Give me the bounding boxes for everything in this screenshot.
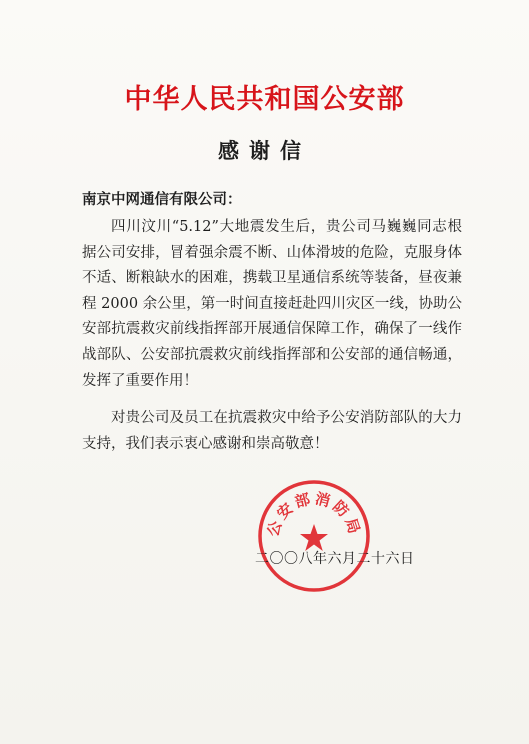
body-paragraph-1: 四川汶川“5.12”大地震发生后，贵公司马巍巍同志根据公司安排，冒着强余震不断、山体滑坡的危险，克服身体不适、断粮缺水的困难，携载卫星通信系统等装备，昼夜兼程 2000 余公里，第一时间直接赶赴四川灾区一线，协助公安部抗震救灾前线指挥部开展通信保障工作，确保了一线作战部队、公安部抗震救灾前线指挥部和公安部的通信畅通，发挥了重要作用！ xyxy=(82,219,462,389)
salutation: 南京中网通信有限公司： xyxy=(82,192,242,208)
body-paragraph-2: 对贵公司及员工在抗震救灾中给予公安消防部队的大力支持，我们表示衷心感谢和崇高敬意！ xyxy=(82,410,462,452)
seal-text: 公安部消防局 xyxy=(263,489,365,539)
letter-date: 二〇〇八年六月二十六日 xyxy=(255,551,415,567)
letter-title: 感谢信 xyxy=(218,139,311,163)
official-seal-stamp xyxy=(256,478,372,594)
seal-star-icon xyxy=(300,524,328,551)
issuer-heading: 中华人民共和国公安部 xyxy=(124,84,405,115)
